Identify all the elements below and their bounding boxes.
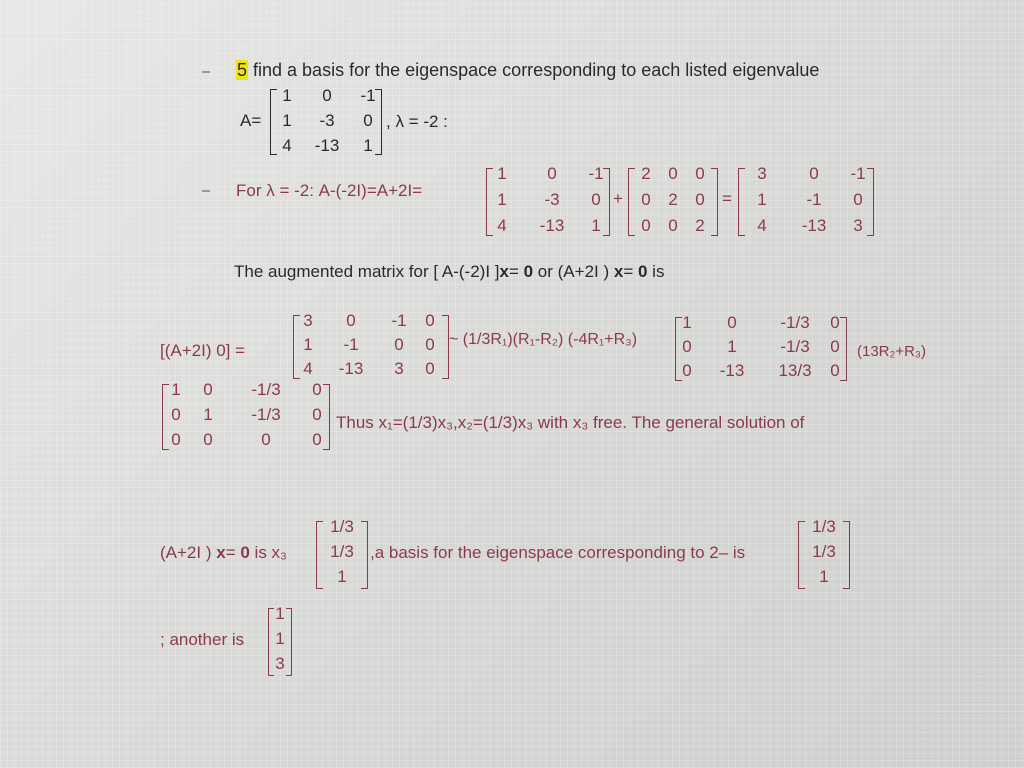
matrix-cell: -13: [801, 216, 827, 235]
left-bracket: [293, 315, 300, 379]
augmented-sentence: [234, 262, 664, 282]
a-label: A=: [240, 111, 262, 130]
another-text: ; another is: [160, 630, 245, 649]
matrix-cell: 3: [853, 216, 863, 235]
vector-cell: 1/3: [812, 542, 836, 561]
matrix-cell: 13/3: [778, 361, 812, 380]
matrix-cell: 1: [591, 216, 601, 235]
matrix-cell: -3: [319, 111, 335, 130]
problem-statement: [236, 60, 819, 81]
vector-cell: 1: [275, 629, 285, 648]
matrix-cell: 1: [682, 313, 692, 332]
matrix-cell: 0: [682, 337, 692, 356]
matrix-cell: 3: [757, 164, 767, 183]
vector-x: x: [613, 262, 624, 281]
vector-cell: 1: [275, 604, 285, 623]
equals-text: =: [508, 262, 524, 281]
vector-cell: 1/3: [812, 517, 836, 536]
matrix-cell: 0: [830, 313, 840, 332]
matrix-cell: 0: [322, 86, 332, 105]
matrix-cell: 1: [363, 136, 373, 155]
matrix-cell: 0: [203, 430, 213, 449]
matrix-cell: 1: [497, 164, 507, 183]
matrix-cell: -3: [544, 190, 560, 209]
matrix-cell: 0: [641, 216, 651, 235]
left-bracket: [270, 89, 277, 155]
right-bracket: [840, 317, 847, 381]
solution-vector: [316, 517, 368, 591]
zero-vector: 0: [637, 262, 648, 281]
matrix-cell: 0: [547, 164, 557, 183]
left-bracket: [798, 521, 805, 589]
zero-vector: 0: [523, 262, 534, 281]
matrix-cell: 0: [830, 337, 840, 356]
matrix-cell: 1: [171, 380, 181, 399]
rref-matrix: [162, 380, 330, 452]
vector-cell: 1/3: [330, 542, 354, 561]
right-bracket: [323, 384, 330, 450]
right-bracket: [603, 168, 610, 236]
matrix-cell: -1/3: [251, 380, 281, 399]
bullet-marker: [202, 190, 210, 192]
basis-sentence: ,a basis for the eigenspace corresponding to 2– is: [370, 543, 746, 562]
matrix-cell: 0: [312, 380, 322, 399]
right-bracket: [843, 521, 850, 589]
left-bracket: [628, 168, 635, 236]
thus-sentence: Thus x₁=(1/3)x₃,x₂=(1/3)x₃ with x₃ free. The general solution of: [336, 413, 805, 432]
augmented-label: [(A+2I) 0] =: [160, 341, 246, 360]
matrix-cell: 0: [363, 111, 373, 130]
matrix-cell: 0: [425, 311, 435, 330]
matrix-cell: 1: [497, 190, 507, 209]
basis-vector: [798, 517, 850, 591]
matrix-cell: 1: [303, 335, 313, 354]
matrix-cell: 0: [668, 164, 678, 183]
matrix-cell: -13: [719, 361, 745, 380]
matrix-cell: 0: [171, 405, 181, 424]
matrix-cell: 0: [425, 335, 435, 354]
right-bracket: [442, 315, 449, 379]
vector-x: x: [499, 262, 509, 281]
left-bracket: [162, 384, 169, 450]
vector-cell: 1/3: [330, 517, 354, 536]
matrix-cell: 0: [312, 405, 322, 424]
right-bracket: [867, 168, 874, 236]
matrix-cell: 0: [809, 164, 819, 183]
matrix-cell: 0: [727, 313, 737, 332]
vector-cell: 3: [275, 654, 285, 673]
matrix-cell: 4: [303, 359, 313, 378]
matrix-a-copy: [486, 164, 610, 238]
matrix-cell: 1: [282, 111, 292, 130]
matrix-cell: 2: [641, 164, 651, 183]
matrix-cell: -13: [539, 216, 565, 235]
matrix-cell: -1: [343, 335, 359, 354]
matrix-cell: 0: [425, 359, 435, 378]
right-bracket: [375, 89, 382, 155]
matrix-cell: 0: [591, 190, 601, 209]
equals-text: =: [225, 543, 241, 562]
another-basis-vector: [268, 604, 292, 678]
matrix-cell: -1/3: [780, 313, 810, 332]
matrix-cell: 1: [282, 86, 292, 105]
matrix-2i: [628, 164, 718, 238]
matrix-cell: 4: [757, 216, 767, 235]
left-bracket: [675, 317, 682, 381]
matrix-cell: -1: [806, 190, 822, 209]
row-operations: ~ (1/3R₁)(R₁-R₂) (-4R₁+R₃): [449, 331, 638, 348]
general-text: is x₃: [249, 543, 287, 562]
matrix-cell: -13: [314, 136, 340, 155]
matrix-cell: 0: [695, 164, 705, 183]
matrix-cell: 3: [394, 359, 404, 378]
matrix-cell: 0: [346, 311, 356, 330]
left-bracket: [486, 168, 493, 236]
row-operation-2: (13R₂+R₃): [857, 343, 927, 360]
matrix-cell: 0: [830, 361, 840, 380]
matrix-cell: -1/3: [251, 405, 281, 424]
matrix-cell: 0: [261, 430, 271, 449]
problem-text: find a basis for the eigenspace corresponding to each listed eigenvalue: [248, 60, 820, 80]
matrix-cell: 0: [695, 190, 705, 209]
matrix-a-plus-2i: [738, 164, 874, 238]
matrix-cell: -1: [391, 311, 407, 330]
matrix-cell: -1/3: [780, 337, 810, 356]
bullet-marker: [202, 71, 210, 73]
right-bracket: [361, 521, 368, 589]
left-bracket: [316, 521, 323, 589]
for-lambda-text: For λ = -2: A-(-2I)=A+2I=: [236, 181, 423, 200]
matrix-cell: 0: [853, 190, 863, 209]
matrix-cell: 0: [668, 216, 678, 235]
matrix-cell: -13: [338, 359, 364, 378]
matrix-cell: 4: [497, 216, 507, 235]
matrix-cell: 0: [394, 335, 404, 354]
vector-cell: 1: [337, 567, 347, 586]
right-bracket: [286, 608, 292, 676]
matrix-cell: 0: [203, 380, 213, 399]
equals-sign: =: [722, 189, 732, 208]
matrix-cell: 2: [668, 190, 678, 209]
left-bracket: [268, 608, 274, 676]
augmented-matrix: [293, 311, 449, 381]
matrix-cell: 1: [727, 337, 737, 356]
vector-cell: 1: [819, 567, 829, 586]
problem-number: 5: [237, 60, 248, 80]
matrix-cell: 0: [171, 430, 181, 449]
general-text: (A+2I ): [160, 543, 217, 562]
lambda-value: , λ = -2 :: [386, 112, 448, 131]
vector-x: x: [216, 543, 226, 562]
matrix-a: [270, 86, 382, 156]
matrix-cell: 2: [695, 216, 705, 235]
matrix-cell: 0: [682, 361, 692, 380]
augmented-text: is: [647, 262, 665, 281]
left-bracket: [738, 168, 745, 236]
augmented-text: The augmented matrix for [ A-(-2)I ]: [234, 262, 500, 281]
equals-text: =: [623, 262, 638, 281]
matrix-cell: -1: [360, 86, 376, 105]
matrix-cell: 1: [757, 190, 767, 209]
matrix-cell: 0: [312, 430, 322, 449]
reduced-matrix: [675, 313, 847, 383]
matrix-cell: -1: [850, 164, 866, 183]
matrix-cell: 4: [282, 136, 292, 155]
augmented-text: or (A+2I ): [533, 262, 614, 281]
matrix-cell: 1: [203, 405, 213, 424]
plus-sign: +: [613, 189, 623, 208]
matrix-cell: -1: [588, 164, 604, 183]
right-bracket: [711, 168, 718, 236]
general-solution-text: [160, 543, 287, 563]
zero-vector: 0: [240, 543, 250, 562]
matrix-cell: 0: [641, 190, 651, 209]
matrix-cell: 3: [303, 311, 313, 330]
